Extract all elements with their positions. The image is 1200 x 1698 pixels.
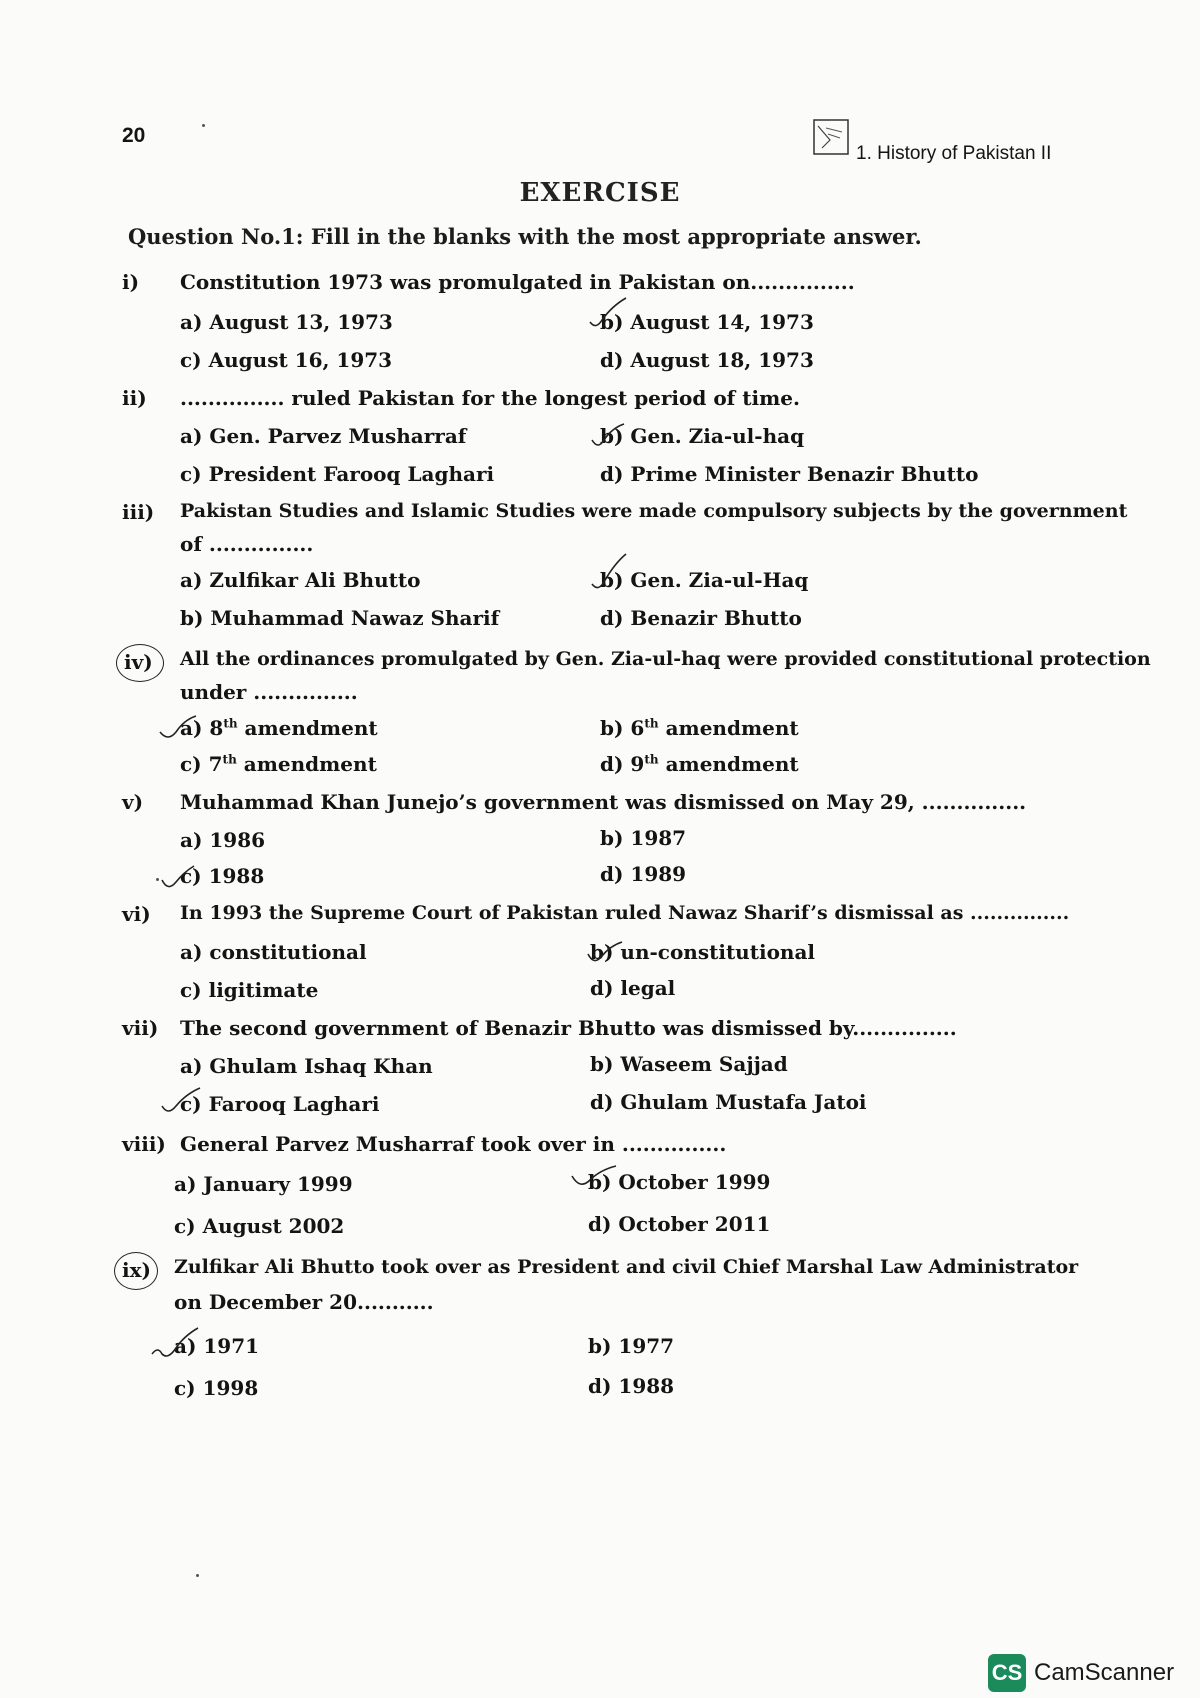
question-text: Zulfikar Ali Bhutto took over as President and civil Chief Marshal Law Administrator [174,1256,1079,1278]
camscanner-logo-icon: CS [988,1654,1026,1692]
option-b: b) Gen. Zia-ul-haq [600,424,805,448]
option-b: b) August 14, 1973 [600,310,814,334]
question-number: ii) [122,386,147,410]
option-a: a) Zulfikar Ali Bhutto [180,568,421,592]
option-a: a) 1986 [180,828,266,852]
question-text-continued: of ............... [180,532,314,556]
question-number: iii) [122,500,155,524]
scan-speck [156,878,159,881]
option-d: d) 1989 [600,862,687,886]
brand-name: CamScanner [1034,1659,1175,1686]
option-d: d) 1988 [588,1374,675,1398]
option-a: a) 8th amendment [180,716,378,740]
question-text: Pakistan Studies and Islamic Studies were made compulsory subjects by the government [180,500,1128,522]
option-c: c) 1998 [174,1376,259,1400]
question-number: vii) [122,1016,159,1040]
option-d: d) 9th amendment [600,752,799,776]
option-d: d) Ghulam Mustafa Jatoi [590,1090,867,1114]
question-number: vi) [122,902,151,926]
option-c: c) August 16, 1973 [180,348,393,372]
question-number: i) [122,270,140,294]
option-a: a) January 1999 [174,1172,353,1196]
question-text-continued: under ............... [180,680,358,704]
chapter-title: 1. History of Pakistan II [856,143,1052,164]
question-heading: Question No.1: Fill in the blanks with the most appropriate answer. [128,224,922,249]
book-logo-icon [812,118,850,158]
option-a: a) 1971 [174,1334,260,1358]
option-d: d) October 2011 [588,1212,771,1236]
exercise-title: EXERCISE [519,178,681,208]
option-b: b) Gen. Zia-ul-Haq [600,568,809,592]
option-c: c) August 2002 [174,1214,345,1238]
question-text: Muhammad Khan Junejo’s government was dismissed on May 29, ............... [180,790,1027,814]
option-c: c) President Farooq Laghari [180,462,495,486]
question-number: viii) [122,1132,166,1156]
option-d: d) August 18, 1973 [600,348,814,372]
option-b: b) 1987 [600,826,687,850]
camscanner-watermark [988,1654,1174,1692]
option-c: c) Farooq Laghari [180,1092,380,1116]
question-number: iv) [124,650,153,674]
question-text: All the ordinances promulgated by Gen. Zia-ul-haq were provided constitutional protection [180,648,1151,670]
page-number: 20 [122,124,146,147]
option-a: a) constitutional [180,940,367,964]
scan-speck [202,124,205,127]
question-text: General Parvez Musharraf took over in ............... [180,1132,727,1156]
question-number: ix) [122,1258,151,1282]
option-c: b) Muhammad Nawaz Sharif [180,606,500,630]
scan-speck [196,1574,199,1577]
option-c: c) 7th amendment [180,752,377,776]
option-b: b) Waseem Sajjad [590,1052,788,1076]
question-text-continued: on December 20........... [174,1290,434,1314]
option-c: c) ligitimate [180,978,319,1002]
option-a: a) Ghulam Ishaq Khan [180,1054,433,1078]
option-d: d) Benazir Bhutto [600,606,802,630]
question-text: ............... ruled Pakistan for the longest period of time. [180,386,800,410]
option-c: c) 1988 [180,864,265,888]
option-b: b) 1977 [588,1334,675,1358]
question-text: Constitution 1973 was promulgated in Pakistan on............... [180,270,855,294]
question-number: v) [122,790,144,814]
option-b: b) un-constitutional [590,940,815,964]
option-a: a) Gen. Parvez Musharraf [180,424,467,448]
question-text: The second government of Benazir Bhutto was dismissed by............... [180,1016,957,1040]
option-a: a) August 13, 1973 [180,310,393,334]
question-text: In 1993 the Supreme Court of Pakistan ruled Nawaz Sharif’s dismissal as ............... [180,902,1070,924]
option-b: b) October 1999 [588,1170,771,1194]
option-b: b) 6th amendment [600,716,799,740]
option-d: d) legal [590,976,676,1000]
option-d: d) Prime Minister Benazir Bhutto [600,462,979,486]
